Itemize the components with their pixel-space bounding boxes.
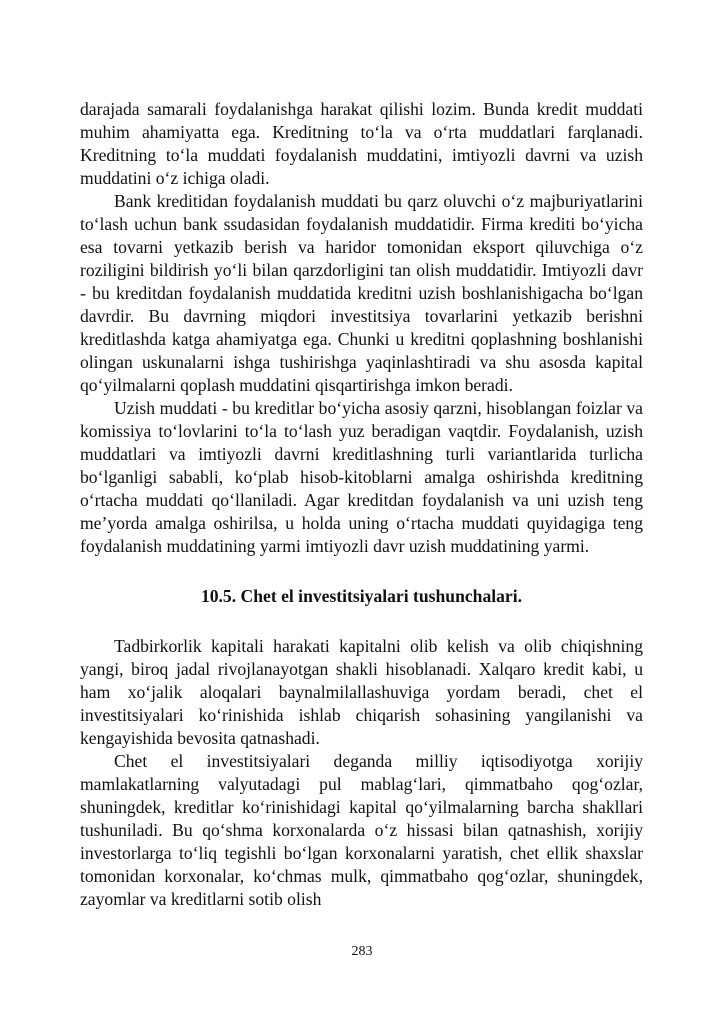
document-page <box>80 98 643 911</box>
page-number: 283 <box>351 944 373 959</box>
paragraph-4: Tadbirkorlik kapitali harakati kapitalni olib kelish va olib chiqishning yangi, biroq jadal rivojlanayotgan shakli hisoblanadi. Xalqaro kredit kabi, u ham xo‘jalik aloqalari baynalmilallashuviga yordam beradi, chet el investitsiyalari ko‘rinishida ishlab chiqarish sohasining yangilanishi va kengayishida bevosita qatnashadi. <box>80 636 643 748</box>
section-heading: 10.5. Chet el investitsiyalari tushunchalari. <box>200 586 523 606</box>
paragraph-5: Chet el investitsiyalari deganda milliy iqtisodiyotga xorijiy mamlakatlarning valyutadagi pul mablag‘lari, qimmatbaho qog‘ozlar, shuningdek, kreditlar ko‘rinishidagi kapital qo‘yilmalarning barcha shakllari tushuniladi. Bu qo‘shma korxonalarda o‘z hissasi bilan qatnashish, xorijiy investorlarga to‘liq tegishli bo‘lgan korxonalarni yaratish, chet ellik shaxslar tomonidan korxonalar, ko‘chmas mulk, qimmatbaho qog‘ozlar, shuningdek, zayomlar va kreditlarni sotib olish <box>80 751 643 909</box>
paragraph-2: Bank kreditidan foydalanish muddati bu qarz oluvchi o‘z majburiyatlarini to‘lash uchun bank ssudasidan foydalanish muddatidir. Firma krediti bo‘yicha esa tovarni yetkazib berish va haridor tomonidan eksport qiluvchiga o‘z roziligini bildirish yo‘li bilan qarzdorligini tan olish muddatidir. Imtiyozli davr - bu kreditdan foydalanish muddatida kreditni uzish boshlanishigacha bo‘lgan davrdir. Bu davrning miqdori investitsiya tovarlarini yetkazib berishni kreditlashda katga ahamiyatga ega. Chunki u kreditni qoplashning boshlanishi olingan uskunalarni ishga tushirishga yaqinlashtiradi va shu asosda kapital qo‘yilmalarni qoplash muddatini qisqartirishga imkon beradi. <box>80 191 643 395</box>
paragraph-3: Uzish muddati - bu kreditlar bo‘yicha asosiy qarzni, hisoblangan foizlar va komissiya to‘lovlarini to‘la to‘lash yuz beradigan vaqtdir. Foydalanish, uzish muddatlari va imtiyozli davrni kreditlashning turli variantlarida turlicha bo‘lganligi sababli, ko‘plab hisob-kitoblarni amalga oshirishda kreditning o‘rtacha muddati qo‘llaniladi. Agar kreditdan foydalanish va uni uzish teng me’yorda amalga oshirilsa, u holda uning o‘rtacha muddati quyidagiga teng foydalanish muddatining yarmi imtiyozli davr uzish muddatining yarmi. <box>80 398 643 556</box>
paragraph-1: darajada samarali foydalanishga harakat qilishi lozim. Bunda kredit muddati muhim ahamiyatta ega. Kreditning to‘la va o‘rta muddatlari farqlanadi. Kreditning to‘la muddati foydalanish muddatini, imtiyozli davrni va uzish muddatini o‘z ichiga oladi. <box>80 99 643 188</box>
